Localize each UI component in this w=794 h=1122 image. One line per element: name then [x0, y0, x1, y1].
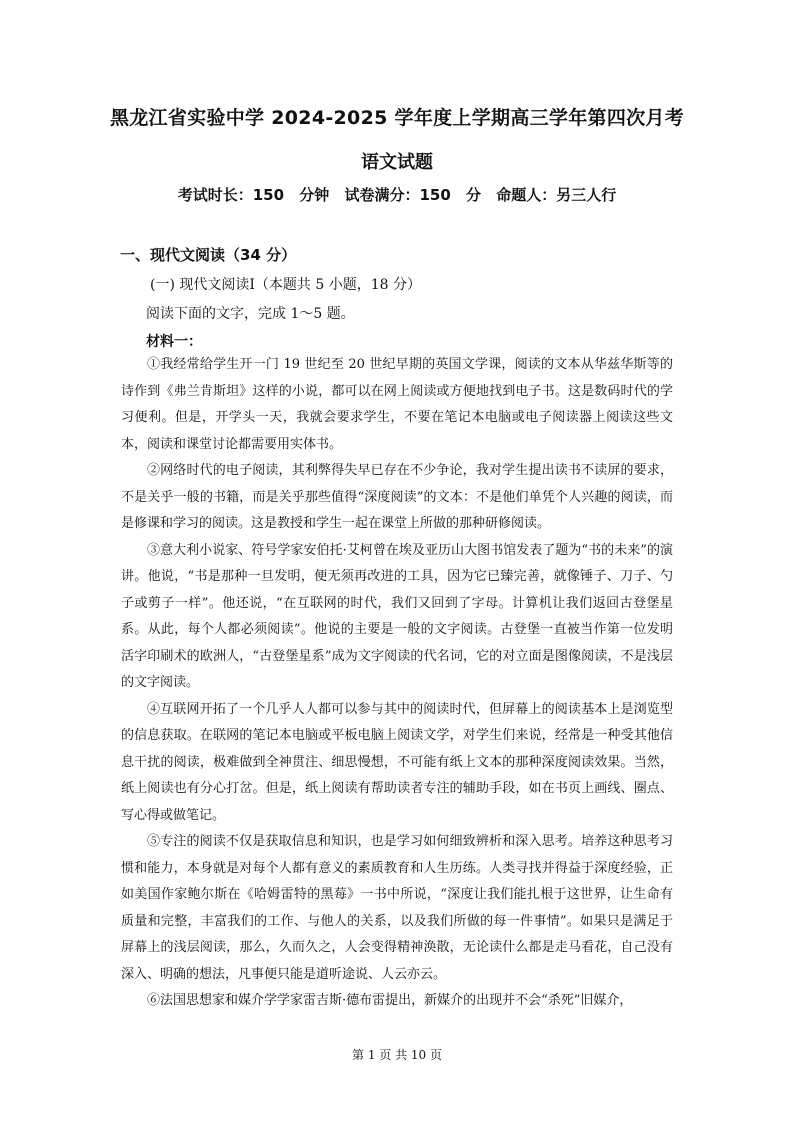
subsection-heading: (一) 现代文阅读Ⅰ（本题共 5 小题，18 分） — [150, 277, 421, 293]
section-heading: 一、现代文阅读（34 分） — [120, 246, 297, 264]
exam-meta-info: 考试时长：150 分钟 试卷满分：150 分 命题人：另三人行 — [177, 186, 617, 204]
passage-paragraph: ④互联网开拓了一个几乎人人都可以参与其中的阅读时代，但屏幕上的阅读基本上是浏览型的信息获取。在联网的笔记本电脑或平板电脑上阅读文学，对学生们来说，经常是一种受其他信息干扰的阅读，极难做到全神贯注、细思慢想，不可能有纸上文本的那种深度阅读效果。当然，纸上阅读也有分心打岔。但是，纸上阅读有帮助读者专注的辅助手段，如在书页上画线、圈点、写心得或做笔记。 — [121, 701, 673, 823]
material-label: 材料一： — [146, 334, 202, 350]
passage-paragraph: ②网络时代的电子阅读，其利弊得失早已存在不少争论，我对学生提出读书不读屏的要求，不是关乎一般的书籍，而是关乎那些值得“深度阅读”的文本：不是他们单凭个人兴趣的阅读，而是修课和学习的阅读。这是教授和学生一起在课堂上所做的那种研修阅读。 — [121, 463, 673, 531]
exam-subtitle: 语文试题 — [361, 152, 433, 173]
exam-title: 黑龙江省实验中学 2024-2025 学年度上学期高三学年第四次月考 — [109, 107, 685, 129]
reading-instruction: 阅读下面的文字，完成 1～5 题。 — [146, 306, 355, 322]
page-number: 第 1 页 共 10 页 — [352, 1048, 442, 1062]
passage-paragraph: ⑤专注的阅读不仅是获取信息和知识，也是学习如何细致辨析和深入思考。培养这种思考习惯和能力，本身就是对每个人都有意义的素质教育和人生历练。人类寻找并得益于深度经验，正如美国作家鲍尔斯在《哈姆雷特的黑莓》一书中所说，“深度让我们能扎根于这世界，让生命有质量和完整，丰富我们的工作、与他人的关系，以及我们所做的每一件事情”。如果只是满足于屏幕上的浅层阅读，那么，久而久之，人会变得精神涣散，无论读什么都是走马看花，自己没有深入、明确的想法，凡事便只能是道听途说、人云亦云。 — [121, 834, 673, 982]
passage-paragraph: ①我经常给学生开一门 19 世纪至 20 世纪早期的英国文学课，阅读的文本从华兹华斯等的诗作到《弗兰肯斯坦》这样的小说，都可以在网上阅读或方便地找到电子书。这是数码时代的学习便利。但是，开学头一天，我就会要求学生，不要在笔记本电脑或电子阅读器上阅读这些文本，阅读和课堂讨论都需要用实体书。 — [121, 357, 673, 452]
passage-paragraph: ③意大利小说家、符号学家安伯托·艾柯曾在埃及亚历山大图书馆发表了题为“书的未来”的演讲。他说，“书是那种一旦发明，便无须再改进的工具，因为它已臻完善，就像锤子、刀子、勺子或剪子一样”。他还说，“在互联网的时代，我们又回到了字母。计算机让我们返回古登堡星系。从此，每个人都必须阅读”。他说的主要是一般的文字阅读。古登堡一直被当作第一位发明活字印刷术的欧洲人，“古登堡星系”成为文字阅读的代名词，它的对立面是图像阅读，不是浅层的文字阅读。 — [121, 542, 673, 690]
passage-paragraph: ⑥法国思想家和媒介学学家雷吉斯·德布雷提出，新媒介的出现并不会“杀死”旧媒介， — [147, 993, 633, 1008]
reading-passage — [121, 352, 673, 1015]
